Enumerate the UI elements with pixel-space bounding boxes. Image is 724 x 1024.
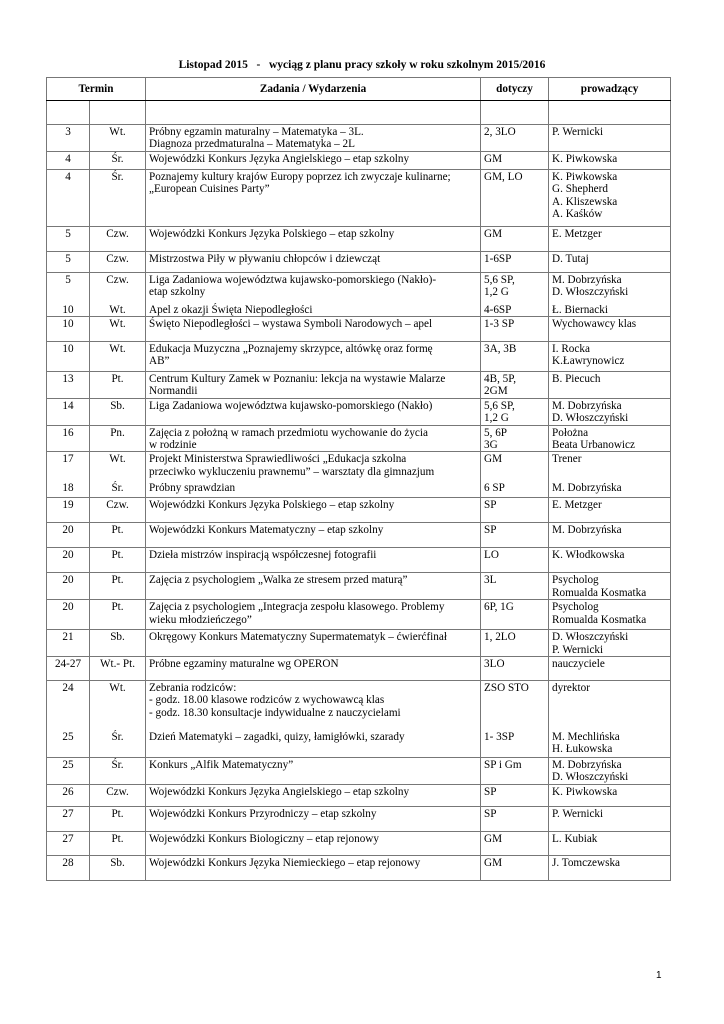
row-audience-line: 5, 6P <box>484 426 508 439</box>
row-lead-line: E. Metzger <box>552 228 602 240</box>
row-task <box>146 784 481 806</box>
row-task <box>146 498 481 523</box>
row-task-line: Wojewódzki Konkurs Języka Niemieckiego – etap rejonowy <box>149 856 421 869</box>
row-audience-line: 1, 2LO <box>484 631 516 644</box>
row-task-line: Wojewódzki Konkurs Języka Angielskiego – etap szkolny <box>149 153 410 165</box>
row-task <box>146 252 481 273</box>
table-row <box>47 758 671 785</box>
row-task-line: Konkurs „Alfik Matematyczny” <box>149 759 294 772</box>
row-date: 19 <box>47 498 90 523</box>
row-date: 3 <box>47 125 90 152</box>
row-day: Pt. <box>90 600 146 630</box>
row-task-line: Wojewódzki Konkurs Biologiczny – etap rejonowy <box>149 832 379 845</box>
row-lead-line: K. Piwkowska <box>552 153 618 165</box>
row-lead-line: dyrektor <box>552 682 590 695</box>
row-lead-line: K. Włodkowska <box>552 549 625 562</box>
row-audience-line: 5,6 SP, <box>484 274 515 286</box>
row-audience-line: 1-3 SP <box>484 318 515 330</box>
table-row <box>47 548 671 573</box>
row-task-line: Dzień Matematyki – zagadki, quizy, łamigłówki, szarady <box>149 730 405 743</box>
row-task-line: „European Cuisines Party” <box>149 183 270 196</box>
table-row <box>47 730 671 758</box>
row-date: 5 <box>47 227 90 252</box>
row-lead-line: D. Tutaj <box>552 253 589 265</box>
row-lead-line: K. Piwkowska <box>552 785 618 798</box>
row-lead-line: Beata Urbanowicz <box>552 439 635 452</box>
row-task <box>146 303 481 317</box>
row-audience-line: 1- 3SP <box>484 730 515 743</box>
row-audience <box>481 425 549 452</box>
row-task <box>146 855 481 880</box>
row-date: 27 <box>47 831 90 855</box>
row-audience <box>481 170 549 227</box>
row-day: Wt. <box>90 317 146 342</box>
table-row <box>47 784 671 806</box>
row-audience-line: 3G <box>484 439 498 452</box>
row-task <box>146 125 481 152</box>
row-day: Pt. <box>90 372 146 399</box>
row-task-line: Wojewódzki Konkurs Języka Polskiego – etap szkolny <box>149 228 395 240</box>
row-day: Wt. <box>90 125 146 152</box>
row-day: Pt. <box>90 806 146 831</box>
row-task-line: Święto Niepodległości – wystawa Symboli Narodowych – apel <box>149 318 433 330</box>
row-audience-line: SP <box>484 785 497 798</box>
row-day: Wt. <box>90 681 146 730</box>
row-task-line: Edukacja Muzyczna „Poznajemy skrzypce, altówkę oraz formę <box>149 343 433 355</box>
row-lead <box>549 342 671 372</box>
table-row <box>47 125 671 152</box>
row-day: Pt. <box>90 548 146 573</box>
row-lead <box>549 425 671 452</box>
row-lead <box>549 273 671 303</box>
row-lead <box>549 303 671 317</box>
row-day: Czw. <box>90 252 146 273</box>
row-day: Wt.- Pt. <box>90 657 146 681</box>
row-day: Pn. <box>90 425 146 452</box>
row-lead-line: L. Kubiak <box>552 832 598 845</box>
row-audience-line: 1,2 G <box>484 412 509 425</box>
row-day: Czw. <box>90 784 146 806</box>
row-lead-line: D. Włoszczyński <box>552 771 629 784</box>
row-lead-line: H. Łukowska <box>552 742 613 755</box>
row-lead <box>549 398 671 425</box>
header-prowadzacy: prowadzący <box>549 78 671 101</box>
row-day: Pt. <box>90 831 146 855</box>
row-lead-line: M. Dobrzyńska <box>552 759 622 772</box>
row-audience-line: 6P, 1G <box>484 601 514 614</box>
row-lead-line: A. Kaśków <box>552 208 603 221</box>
row-date: 10 <box>47 342 90 372</box>
row-audience <box>481 398 549 425</box>
row-date: 14 <box>47 398 90 425</box>
row-task <box>146 806 481 831</box>
row-task-line: Zajęcia z położną w ramach przedmiotu wychowanie do życia <box>149 426 428 439</box>
row-day: Śr. <box>90 758 146 785</box>
row-lead-line: K. Piwkowska <box>552 171 618 183</box>
row-date: 10 <box>47 317 90 342</box>
row-lead <box>549 227 671 252</box>
row-audience-line: GM <box>484 856 503 869</box>
row-audience <box>481 273 549 303</box>
row-task <box>146 425 481 452</box>
row-lead-line: G. Shepherd <box>552 183 608 196</box>
row-day: Śr. <box>90 170 146 227</box>
row-audience-line: 6 SP <box>484 481 505 494</box>
row-audience <box>481 630 549 657</box>
row-task-line: w rodzinie <box>149 439 197 452</box>
table-row <box>47 227 671 252</box>
row-task <box>146 657 481 681</box>
row-date: 18 <box>47 481 90 498</box>
row-lead-line: D. Włoszczyński <box>552 412 629 425</box>
table-row <box>47 481 671 498</box>
row-lead-line: Wychowawcy klas <box>552 318 637 330</box>
row-task <box>146 681 481 730</box>
row-task <box>146 152 481 170</box>
row-lead <box>549 758 671 785</box>
row-date <box>47 101 90 125</box>
row-audience-line: SP <box>484 807 497 820</box>
row-lead-line: B. Piecuch <box>552 373 601 385</box>
row-lead <box>549 101 671 125</box>
row-audience <box>481 600 549 630</box>
row-lead-line: J. Tomczewska <box>552 856 620 869</box>
row-task-line: Wojewódzki Konkurs Języka Polskiego – etap szkolny <box>149 499 395 512</box>
row-lead <box>549 657 671 681</box>
row-audience <box>481 317 549 342</box>
row-audience <box>481 101 549 125</box>
row-lead-line: Psycholog <box>552 574 599 587</box>
row-task-line: Zajęcia z psychologiem „Walka ze stresem przed maturą” <box>149 574 408 587</box>
row-audience <box>481 730 549 758</box>
row-date: 26 <box>47 784 90 806</box>
row-audience <box>481 498 549 523</box>
row-audience-line: 3L <box>484 574 497 587</box>
row-task-line: Mistrzostwa Piły w pływaniu chłopców i dziewcząt <box>149 253 381 265</box>
row-lead-line: I. Rocka <box>552 343 590 355</box>
row-date: 20 <box>47 600 90 630</box>
row-task-line: Poznajemy kultury krajów Europy poprzez ich zwyczaje kulinarne; <box>149 171 451 183</box>
row-task <box>146 831 481 855</box>
row-task <box>146 101 481 125</box>
row-audience <box>481 452 549 481</box>
row-day: Pt. <box>90 523 146 548</box>
page-title: Listopad 2015 - wyciąg z planu pracy szkoły w roku szkolnym 2015/2016 <box>178 59 546 71</box>
row-lead <box>549 831 671 855</box>
table-row <box>47 498 671 523</box>
table-row <box>47 523 671 548</box>
row-date: 20 <box>47 548 90 573</box>
row-lead <box>549 125 671 152</box>
row-task-line: Próbny sprawdzian <box>149 481 236 494</box>
table-row <box>47 573 671 600</box>
row-day: Wt. <box>90 452 146 481</box>
row-task-line: Projekt Ministerstwa Sprawiedliwości „Edukacja szkolna <box>149 453 407 466</box>
row-day <box>90 101 146 125</box>
row-date: 4 <box>47 170 90 227</box>
row-lead-line: E. Metzger <box>552 499 602 512</box>
row-task-line: Dzieła mistrzów inspiracją współczesnej fotografii <box>149 549 377 562</box>
row-lead <box>549 372 671 399</box>
row-date: 25 <box>47 730 90 758</box>
row-audience <box>481 303 549 317</box>
row-lead-line: K.Ławrynowicz <box>552 355 625 368</box>
header-zadania: Zadania / Wydarzenia <box>146 78 481 101</box>
row-audience-line: GM <box>484 153 503 165</box>
row-lead-line: P. Wernicki <box>552 126 604 138</box>
table-row <box>47 806 671 831</box>
table-row <box>47 152 671 170</box>
table-row <box>47 342 671 372</box>
row-audience-line: 4-6SP <box>484 303 512 316</box>
row-lead <box>549 548 671 573</box>
row-audience-line: 4B, 5P, <box>484 373 517 385</box>
row-lead-line: Położna <box>552 426 589 439</box>
row-lead-line: M. Dobrzyńska <box>552 481 622 494</box>
row-task-line: AB” <box>149 355 170 368</box>
row-date: 20 <box>47 573 90 600</box>
row-date: 16 <box>47 425 90 452</box>
row-date: 24-27 <box>47 657 90 681</box>
row-lead-line: M. Mechlińska <box>552 730 620 743</box>
table-row <box>47 855 671 880</box>
row-date: 21 <box>47 630 90 657</box>
table-row <box>47 170 671 227</box>
row-lead <box>549 630 671 657</box>
row-task-line: przeciwko wykluczeniu prawnemu” – warsztaty dla gimnazjum <box>149 465 435 478</box>
row-lead <box>549 152 671 170</box>
row-audience-line: ZSO STO <box>484 682 529 695</box>
row-audience-line: 2, 3LO <box>484 126 516 138</box>
row-task-line: Próbny egzamin maturalny – Matematyka – 3L. <box>149 126 364 138</box>
table-row <box>47 657 671 681</box>
table-row <box>47 273 671 303</box>
row-audience <box>481 831 549 855</box>
row-audience-line: 3A, 3B <box>484 343 517 355</box>
row-task-line: - godz. 18.30 konsultacje indywidualne z nauczycielami <box>149 706 401 719</box>
row-lead <box>549 523 671 548</box>
row-audience <box>481 152 549 170</box>
row-task <box>146 342 481 372</box>
row-audience-line: GM <box>484 228 503 240</box>
row-audience-line: 5,6 SP, <box>484 399 515 412</box>
row-audience <box>481 481 549 498</box>
table-row <box>47 831 671 855</box>
row-task <box>146 398 481 425</box>
row-date: 17 <box>47 452 90 481</box>
table-row <box>47 600 671 630</box>
row-lead <box>549 498 671 523</box>
row-date: 25 <box>47 758 90 785</box>
table-row <box>47 303 671 317</box>
header-row <box>47 78 671 101</box>
row-audience <box>481 252 549 273</box>
row-audience <box>481 372 549 399</box>
row-lead-line: M. Dobrzyńska <box>552 399 622 412</box>
row-lead <box>549 730 671 758</box>
row-day: Sb. <box>90 630 146 657</box>
row-day: Czw. <box>90 273 146 303</box>
row-lead <box>549 252 671 273</box>
table-row <box>47 317 671 342</box>
row-task <box>146 630 481 657</box>
row-audience-line: SP <box>484 499 497 512</box>
row-lead-line: Romualda Kosmatka <box>552 586 647 599</box>
row-task-line: - godz. 18.00 klasowe rodziców z wychowawcą klas <box>149 694 385 707</box>
row-task-line: Zebrania rodziców: <box>149 682 237 695</box>
table-row <box>47 372 671 399</box>
row-audience <box>481 227 549 252</box>
row-task-line: Zajęcia z psychologiem „Integracja zespołu klasowego. Problemy <box>149 601 445 614</box>
row-day: Sb. <box>90 398 146 425</box>
row-lead-line: Psycholog <box>552 601 599 614</box>
row-audience <box>481 681 549 730</box>
row-task-line: wieku młodzieńczego” <box>149 613 252 626</box>
row-task <box>146 600 481 630</box>
row-task <box>146 523 481 548</box>
row-day: Śr. <box>90 152 146 170</box>
row-date: 5 <box>47 252 90 273</box>
row-lead <box>549 784 671 806</box>
row-task <box>146 372 481 399</box>
row-day: Czw. <box>90 498 146 523</box>
row-lead-line: nauczyciele <box>552 658 605 671</box>
row-date: 28 <box>47 855 90 880</box>
row-audience-line: LO <box>484 549 499 562</box>
row-task <box>146 548 481 573</box>
schedule-table <box>46 77 671 881</box>
row-date: 27 <box>47 806 90 831</box>
row-audience <box>481 342 549 372</box>
row-audience <box>481 523 549 548</box>
row-lead <box>549 481 671 498</box>
header-termin: Termin <box>47 78 146 101</box>
header-dotyczy: dotyczy <box>481 78 549 101</box>
table-row <box>47 681 671 730</box>
row-audience-line: GM <box>484 832 503 845</box>
row-day: Wt. <box>90 342 146 372</box>
row-date: 4 <box>47 152 90 170</box>
table-row <box>47 398 671 425</box>
row-day: Śr. <box>90 481 146 498</box>
row-day: Czw. <box>90 227 146 252</box>
row-audience-line: 1-6SP <box>484 253 512 265</box>
table-row <box>47 452 671 481</box>
row-audience-line: SP i Gm <box>484 759 522 772</box>
row-task-line: Próbne egzaminy maturalne wg OPERON <box>149 658 339 671</box>
row-audience-line: 3LO <box>484 658 505 671</box>
row-lead-line: Ł. Biernacki <box>552 303 608 316</box>
row-audience <box>481 806 549 831</box>
row-audience <box>481 758 549 785</box>
row-task <box>146 170 481 227</box>
table-row <box>47 252 671 273</box>
row-audience-line: GM <box>484 453 503 466</box>
row-lead-line: Romualda Kosmatka <box>552 613 647 626</box>
row-date: 13 <box>47 372 90 399</box>
row-date: 5 <box>47 273 90 303</box>
row-date: 24 <box>47 681 90 730</box>
page-number: 1 <box>656 970 662 981</box>
row-task-line: Wojewódzki Konkurs Przyrodniczy – etap szkolny <box>149 807 377 820</box>
row-task-line: etap szkolny <box>149 286 206 299</box>
row-lead-line: M. Dobrzyńska <box>552 524 622 537</box>
row-lead <box>549 806 671 831</box>
row-lead <box>549 855 671 880</box>
row-lead-line: A. Kliszewska <box>552 195 618 208</box>
row-audience <box>481 573 549 600</box>
row-task <box>146 573 481 600</box>
row-audience-line: 1,2 G <box>484 286 509 299</box>
row-audience <box>481 855 549 880</box>
row-lead-line: P. Wernicki <box>552 643 604 656</box>
table-row <box>47 101 671 125</box>
row-task <box>146 273 481 303</box>
row-task <box>146 227 481 252</box>
row-audience <box>481 125 549 152</box>
row-audience <box>481 784 549 806</box>
row-date: 20 <box>47 523 90 548</box>
row-task <box>146 758 481 785</box>
row-lead-line: D. Włoszczyński <box>552 286 629 299</box>
row-task-line: Normandii <box>149 385 198 398</box>
row-date: 10 <box>47 303 90 317</box>
row-task-line: Diagnoza przedmaturalna – Matematyka – 2L <box>149 138 355 151</box>
row-task-line: Liga Zadaniowa województwa kujawsko-pomorskiego (Nakło) <box>149 399 433 412</box>
row-task-line: Okręgowy Konkurs Matematyczny Supermatematyk – ćwierćfinał <box>149 631 447 644</box>
row-audience <box>481 657 549 681</box>
row-task-line: Wojewódzki Konkurs Matematyczny – etap szkolny <box>149 524 384 537</box>
row-task <box>146 317 481 342</box>
row-audience-line: GM, LO <box>484 171 523 183</box>
row-task <box>146 730 481 758</box>
table-row <box>47 425 671 452</box>
row-task-line: Liga Zadaniowa województwa kujawsko-pomorskiego (Nakło)- <box>149 274 437 286</box>
row-day: Wt. <box>90 303 146 317</box>
row-lead <box>549 317 671 342</box>
row-day: Pt. <box>90 573 146 600</box>
row-task <box>146 481 481 498</box>
row-lead-line: M. Dobrzyńska <box>552 274 622 286</box>
row-task <box>146 452 481 481</box>
row-task-line: Wojewódzki Konkurs Języka Angielskiego – etap szkolny <box>149 785 410 798</box>
row-lead-line: D. Włoszczyński <box>552 631 629 644</box>
row-day: Sb. <box>90 855 146 880</box>
row-lead <box>549 573 671 600</box>
row-lead-line: Trener <box>552 453 582 466</box>
row-audience-line: SP <box>484 524 497 537</box>
row-lead-line: P. Wernicki <box>552 807 604 820</box>
row-lead <box>549 600 671 630</box>
row-day: Śr. <box>90 730 146 758</box>
row-lead <box>549 170 671 227</box>
row-lead <box>549 452 671 481</box>
table-row <box>47 630 671 657</box>
row-audience <box>481 548 549 573</box>
row-task-line: Centrum Kultury Zamek w Poznaniu: lekcja na wystawie Malarze <box>149 373 446 385</box>
row-task-line: Apel z okazji Święta Niepodległości <box>149 303 313 316</box>
row-audience-line: 2GM <box>484 385 508 398</box>
row-lead <box>549 681 671 730</box>
